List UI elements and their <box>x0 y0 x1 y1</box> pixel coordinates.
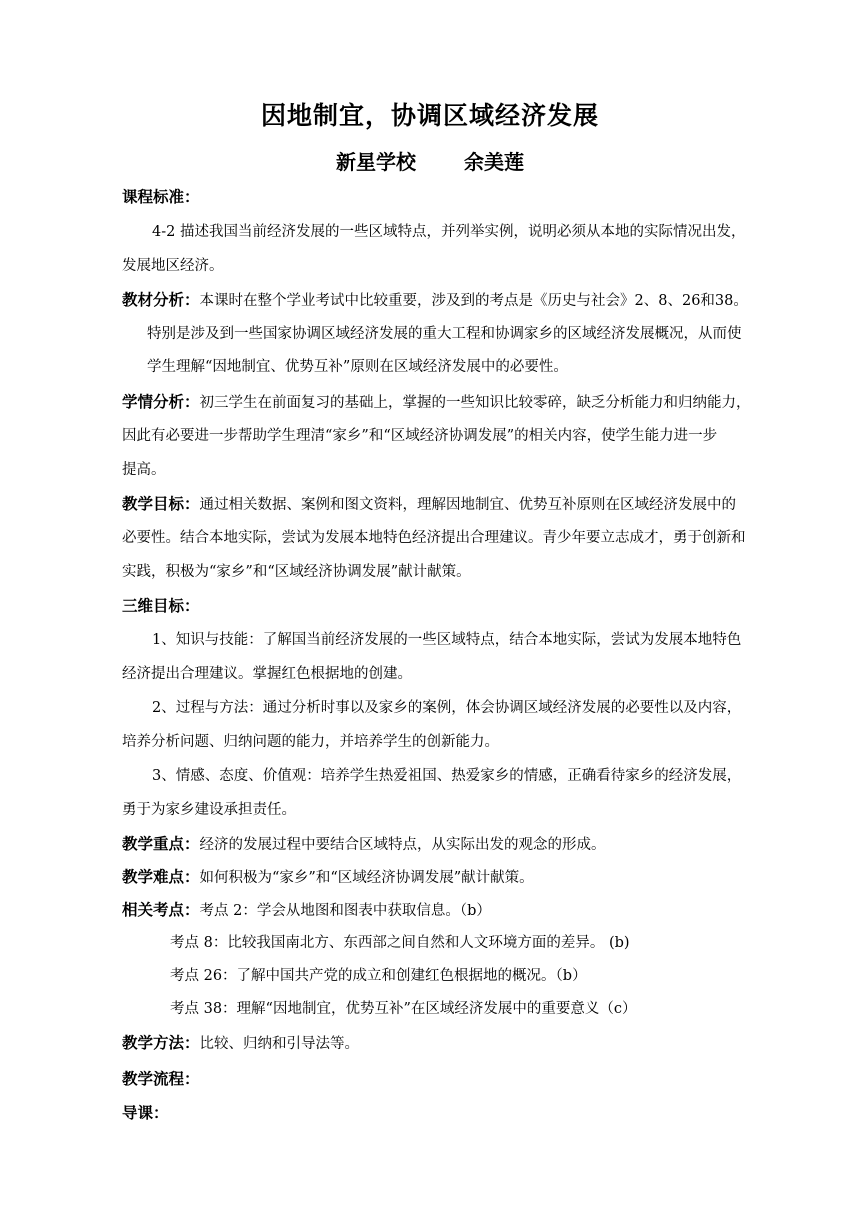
student-analysis-line-2: 因此有必要进一步帮助学生理清“家乡”和“区域经济协调发展”的相关内容，使学生能力进一步 <box>122 428 718 444</box>
three-dim-goal-item-3-cont: 勇于为家乡建设承担责任。 <box>122 802 296 818</box>
student-analysis-line-1: 初三学生在前面复习的基础上，掌握的一些知识比较零碎，缺乏分析能力和归纳能力， <box>199 395 751 411</box>
teaching-goal <box>122 494 736 515</box>
three-dim-goal-item-2-cont: 培养分析问题、归纳问题的能力，并培养学生的创新能力。 <box>122 734 499 750</box>
difficult-point-heading: 教学难点： <box>122 868 200 886</box>
three-dim-goal-item-1-cont: 经济提出合理建议。掌握红色根据地的创建。 <box>122 666 412 682</box>
teaching-process-heading: 教学流程： <box>122 1070 200 1088</box>
author-line <box>0 146 860 175</box>
curriculum-standard-heading: 课程标准： <box>122 188 200 206</box>
related-point-38: 考点 38：理解“因地制宜，优势互补”在区域经济发展中的重要意义（c） <box>170 1001 637 1017</box>
author-name: 余美莲 <box>464 150 524 174</box>
teaching-method-text: 比较、归纳和引导法等。 <box>199 1036 360 1052</box>
student-analysis <box>122 392 751 413</box>
related-point-2: 考点 2：学会从地图和图表中获取信息。（b） <box>199 903 491 919</box>
curriculum-standard-line-2: 发展地区经济。 <box>122 258 224 274</box>
curriculum-standard-line-1: 4-2 描述我国当前经济发展的一些区域特点，并列举实例，说明必须从本地的实际情况出发， <box>152 224 746 240</box>
student-analysis-line-3: 提高。 <box>122 462 166 478</box>
related-points-heading: 相关考点： <box>122 901 200 919</box>
teaching-goal-line-3: 实践，积极为“家乡”和“区域经济协调发展”献计献策。 <box>122 564 471 580</box>
difficult-point-text: 如何积极为“家乡”和“区域经济协调发展”献计献策。 <box>199 870 534 886</box>
related-points <box>122 900 491 921</box>
intro-heading: 导课： <box>122 1104 169 1122</box>
three-dim-goal-item-3: 3、情感、态度、价值观：培养学生热爱祖国、热爱家乡的情感，正确看待家乡的经济发展， <box>152 768 742 784</box>
three-dim-goal-item-1: 1、知识与技能：了解国当前经济发展的一些区域特点，结合本地实际，尝试为发展本地特色 <box>152 632 742 648</box>
textbook-analysis-line-3: 学生理解“因地制宜、优势互补”原则在区域经济发展中的必要性。 <box>147 359 568 375</box>
teaching-goal-line-2: 必要性。结合本地实际，尝试为发展本地特色经济提出合理建议。青少年要立志成才，勇于创新和 <box>122 530 746 546</box>
textbook-analysis-heading: 教材分析： <box>122 291 200 309</box>
teaching-method-heading: 教学方法： <box>122 1034 200 1052</box>
teaching-goal-line-1: 通过相关数据、案例和图文资料，理解因地制宜、优势互补原则在区域经济发展中的 <box>199 497 737 513</box>
key-point <box>122 834 606 855</box>
textbook-analysis <box>122 290 748 311</box>
textbook-analysis-line-1: 本课时在整个学业考试中比较重要，涉及到的考点是《历史与社会》2、8、26和38。 <box>199 293 748 309</box>
school-name: 新星学校 <box>336 150 416 174</box>
three-dim-goal-heading: 三维目标： <box>122 597 200 615</box>
textbook-analysis-line-2: 特别是涉及到一些国家协调区域经济发展的重大工程和协调家乡的区域经济发展概况，从而使 <box>147 326 742 342</box>
related-point-26: 考点 26：了解中国共产党的成立和创建红色根据地的概况。（b） <box>170 968 587 984</box>
related-point-8: 考点 8：比较我国南北方、东西部之间自然和人文环境方面的差异。 (b) <box>170 935 630 951</box>
teaching-goal-heading: 教学目标： <box>122 495 200 513</box>
key-point-text: 经济的发展过程中要结合区域特点，从实际出发的观念的形成。 <box>199 837 606 853</box>
student-analysis-heading: 学情分析： <box>122 393 200 411</box>
three-dim-goal-item-2: 2、过程与方法：通过分析时事以及家乡的案例，体会协调区域经济发展的必要性以及内容， <box>152 700 742 716</box>
key-point-heading: 教学重点： <box>122 835 200 853</box>
document-title: 因地制宜，协调区域经济发展 <box>260 101 599 130</box>
teaching-method <box>122 1033 359 1054</box>
difficult-point <box>122 867 534 888</box>
